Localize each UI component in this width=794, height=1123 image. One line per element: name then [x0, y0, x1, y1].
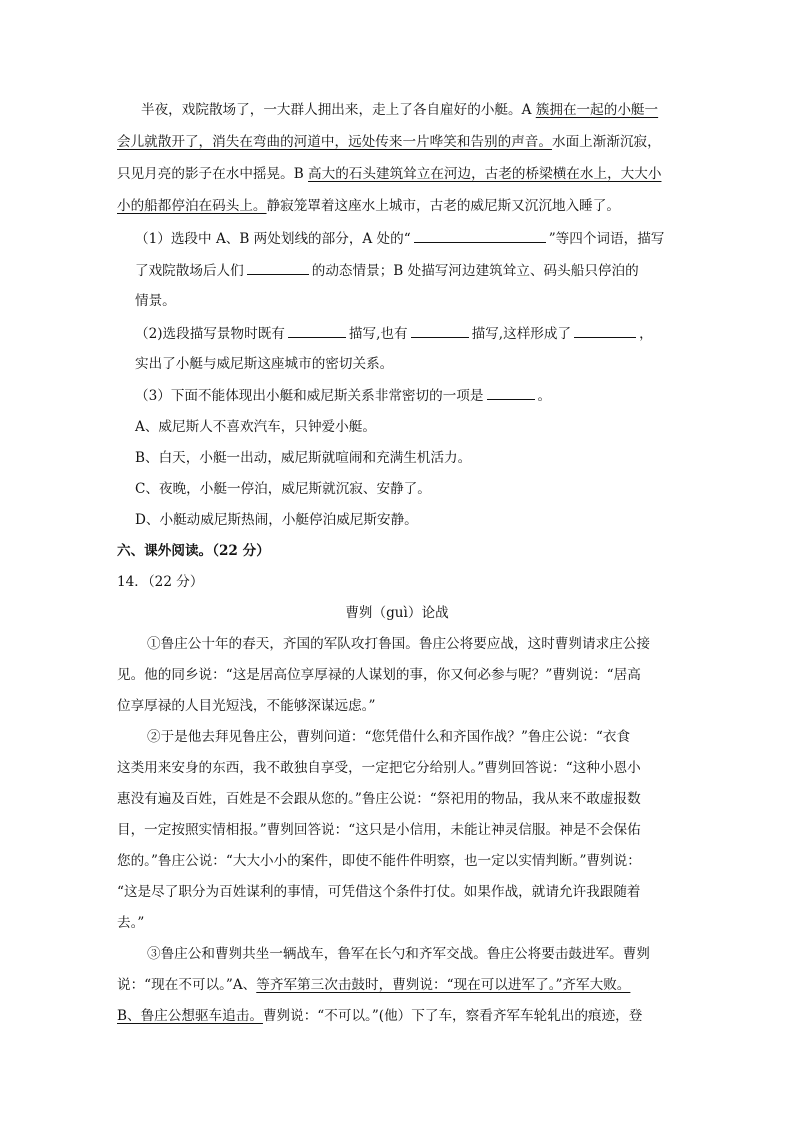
text: （1）选段中 A、B 两处划线的部分，A 处的“ [135, 231, 411, 247]
answer-blank[interactable] [574, 323, 636, 338]
text: 了戏院散场后人们 [135, 263, 244, 279]
text: 曹刿说：“不可以。”(他）下了车，察看齐军车轮轧出的痕迹，登 [262, 1008, 643, 1024]
paragraph-3-cont [117, 975, 630, 995]
paragraph-1: ①鲁庄公十年的春天，齐国的军队攻打鲁国。鲁庄公将要应战，这时曹刿请求庄公接 [147, 636, 650, 652]
paragraph-1-cont: 见。他的同乡说：“这是居高位享厚禄的人谋划的事，你又何必参与呢？”曹刿说：“居高 [117, 667, 641, 683]
text: ， [639, 326, 653, 342]
paragraph-1-cont: 位享厚禄的人目光短浅，不能够深谋远虑。” [117, 698, 376, 714]
underlined-text-b: 高大的石头建筑耸立在河边，古老的桥梁横在水上，大大小 [308, 166, 662, 182]
article-title: 曹刿（guì）论战 [345, 605, 449, 621]
option-d: D、小艇动威尼斯热闹，小艇停泊威尼斯安静。 [135, 512, 418, 528]
option-b: B、白天，小艇一出动，威尼斯就喧闹和充满生机活力。 [135, 450, 472, 466]
question-1 [135, 228, 664, 248]
text: 水面上渐渐沉寂， [552, 134, 661, 150]
text: 情景。 [135, 293, 176, 309]
paragraph-2-cont: 去。” [117, 915, 145, 931]
paragraph-2-cont: 目，一定按照实情相报。”曹刿回答说：“这只是小信用，未能让神灵信服。神是不会保佑 [117, 822, 641, 838]
paragraph-2: ②于是他去拜见鲁庄公，曹刿问道：“您凭借什么和齐国作战？”鲁庄公说：“衣食 [147, 729, 631, 745]
underlined-text-b: 小的船都停泊在码头上。 [117, 198, 267, 214]
option-c: C、夜晚，小艇一停泊，威尼斯就沉寂、安静了。 [135, 481, 431, 497]
underlined-text: 等齐军第三次击鼓时，曹刿说：“现在可以进军了。”齐军大败。 [256, 977, 631, 993]
text: 说：“现在不可以。”A、 [117, 977, 257, 993]
passage-line [117, 196, 620, 216]
paragraph-3: ③鲁庄公和曹刿共坐一辆战车，鲁军在长勺和齐军交战。鲁庄公将要击鼓进军。曹刿 [147, 946, 650, 962]
question-2-cont [135, 354, 393, 374]
answer-blank[interactable] [288, 323, 346, 338]
question-1-cont [135, 291, 176, 311]
option-a: A、威尼斯人不喜欢汽车，只钟爱小艇。 [135, 419, 376, 435]
question-number: 14．（22 分） [117, 574, 204, 590]
text: 描写,也有 [348, 326, 408, 342]
paragraph-2-cont: “这是尽了职分为百姓谋利的事情，可凭借这个条件打仗。如果作战，就请允许我跟随着 [117, 884, 641, 900]
answer-blank[interactable] [414, 228, 546, 243]
question-1-cont [135, 260, 639, 280]
text: 的动态情景；B 处描写河边建筑耸立、码头船只停泊的 [311, 263, 639, 279]
text: 半夜，戏院散场了，一大群人拥出来，走上了各自雇好的小艇。A [141, 102, 536, 118]
text: 实出了小艇与威尼斯这座城市的密切关系。 [135, 356, 394, 372]
section-heading: 六、课外阅读。（22 分） [117, 543, 270, 559]
paragraph-2-cont: 这类用来安身的东西，我不敢独自享受，一定把它分给别人。”曹刿回答说：“这种小恩小 [117, 760, 641, 776]
answer-blank[interactable] [247, 260, 309, 275]
paragraph-2-cont: 惠没有遍及百姓，百姓是不会跟从您的。”鲁庄公说：“祭祀用的物品，我从来不敢虚报数 [117, 791, 641, 807]
passage-line [117, 132, 661, 152]
question-3 [135, 385, 551, 405]
paragraph-3-cont [117, 1006, 642, 1026]
answer-blank[interactable] [411, 323, 469, 338]
passage-line [117, 164, 661, 184]
underlined-text-a: 会儿就散开了，消失在弯曲的河道中，远处传来一片哗笑和告别的声音。 [117, 134, 552, 150]
text: 只见月亮的影子在水中摇晃。B [117, 166, 309, 182]
answer-blank[interactable] [487, 385, 535, 400]
paragraph-2-cont: 您的。”鲁庄公说：“大大小小的案件，即使不能件件明察，也一定以实情判断。”曹刿说： [117, 853, 641, 869]
underlined-text: B、鲁庄公想驱车追击。 [117, 1008, 263, 1024]
text: ”等四个词语，描写 [548, 231, 665, 247]
text: 。 [537, 388, 552, 404]
text: 静寂笼罩着这座水上城市，古老的威尼斯又沉沉地入睡了。 [266, 198, 620, 214]
text: （2)选段描写景物时既有 [135, 326, 285, 342]
passage-line [141, 100, 658, 120]
question-2 [135, 323, 653, 343]
text: 描写,这样形成了 [471, 326, 572, 342]
underlined-text-a: 簇拥在一起的小艇一 [535, 102, 659, 118]
text: （3）下面不能体现出小艇和威尼斯关系非常密切的一项是 [135, 388, 484, 404]
